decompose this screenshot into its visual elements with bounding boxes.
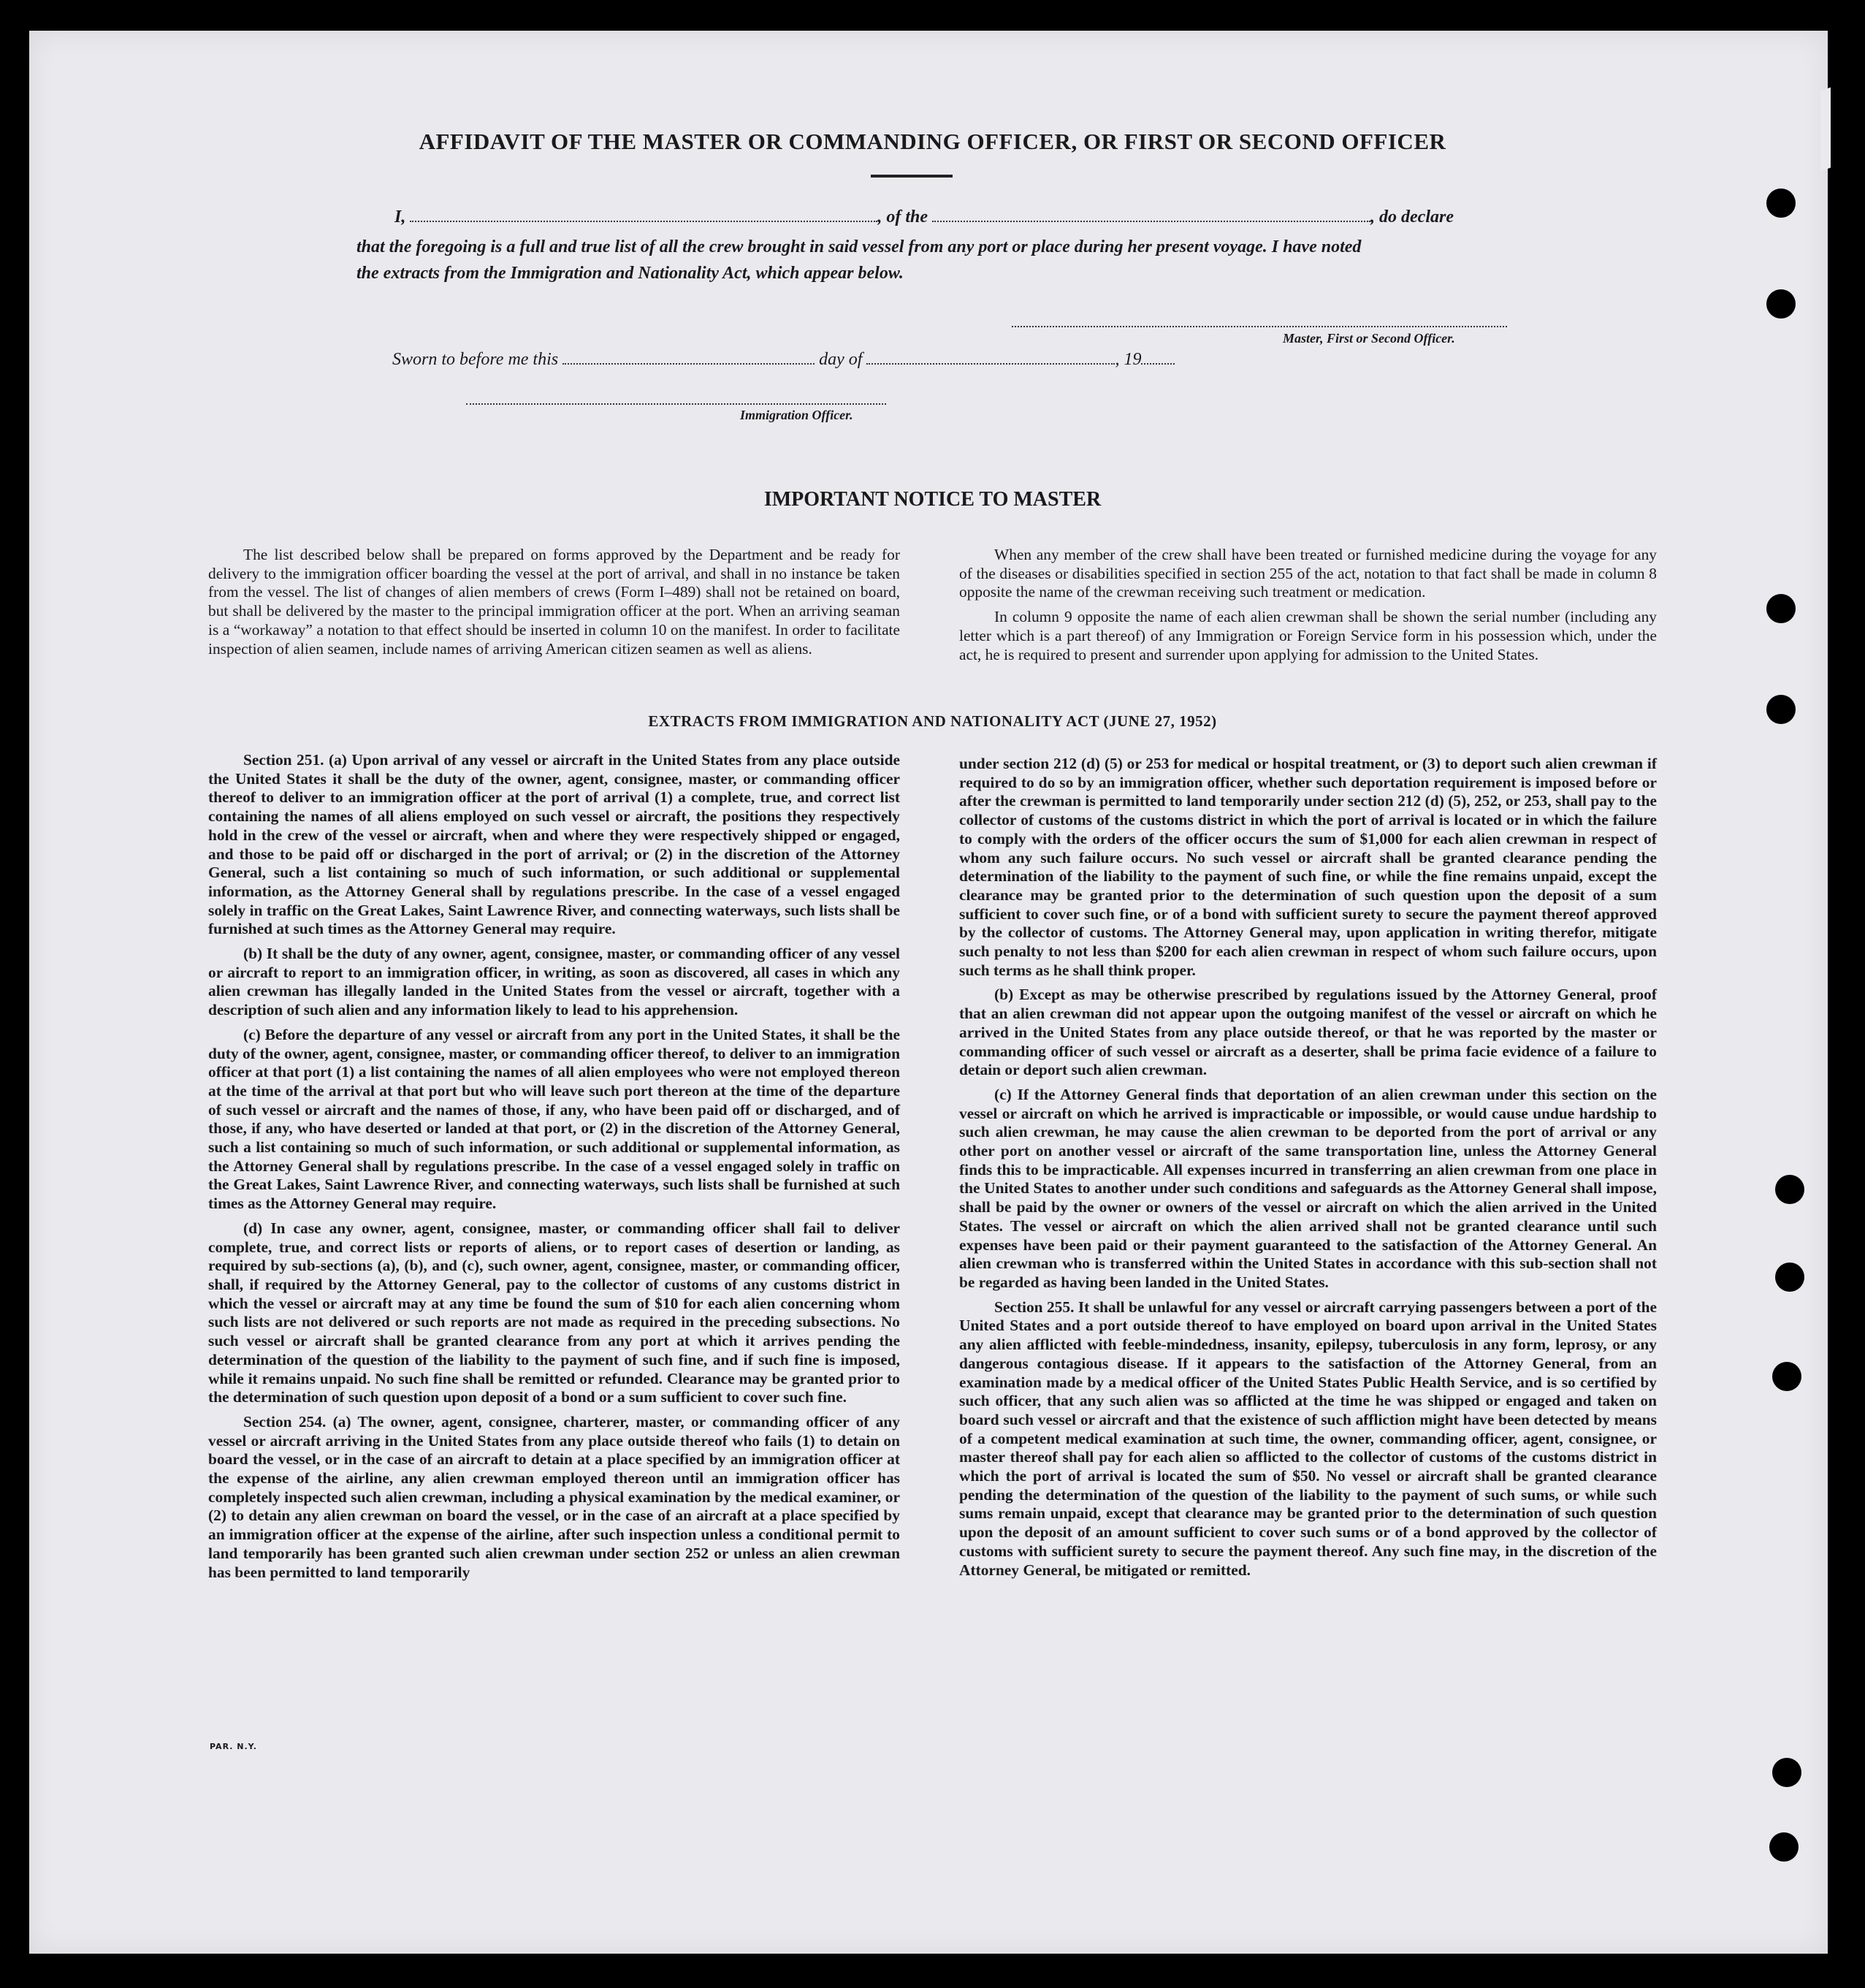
sworn-label: Sworn to before me this — [392, 350, 559, 369]
section-254a-continued-paragraph: under section 212 (d) (5) or 253 for medical or hospital treatment, or (3) to deport such alien crewman if required to do so by an immigration officer, whether such deportation requirement is imposed before or after the crewman is permitted to land temporarily under section 212 (d) (5), 252, or 253, shall pay to the collector of customs of the customs district in which the port of arrival is located or in which the failure to comply with the orders of the officer occurs the sum of $1,000 for each alien crewman in respect of whom any such failure occurs. No such vessel or aircraft shall be granted clearance pending the determination of the liability to the payment of such fine, or while the fine remains unpaid, except the clearance may be granted prior to the determination of such question upon the deposit of a sum sufficient to cover such fine, or of a bond with sufficient surety to secure the payment thereof approved by the collector of customs. The Attorney General may, upon application in writing therefor, mitigate such penalty to not less than $200 for each alien crewman in respect of whom such failure occurs, upon such terms as he shall think proper. — [959, 755, 1657, 979]
section-251d-paragraph: (d) In case any owner, agent, consignee, master, or commanding officer shall fail to deliver complete, true, and correct lists or reports of aliens, or to report cases of desertion or landing, as required by sub-sections (a), (b), and (c), such owner, agent, consignee, master, or commanding officer, shall, if required by the Attorney General, pay to the collector of customs of any customs district in which the vessel or aircraft may at any time be found the sum of $10 for each alien concerning whom such lists are not delivered or such reports are not made as required in the preceding subsections. No such vessel or aircraft shall be granted clearance from any port at which it arrives pending the determination of the question of the liability to the payment of such fine, and if such fine is imposed, while it remains unpaid. No such fine shall be remitted or refunded. Clearance may be granted prior to the determination of such question upon deposit of a bond or a sum sufficient to cover such fine. — [208, 1219, 900, 1406]
master-signature-line[interactable] — [1012, 326, 1507, 327]
extracts-right-column — [959, 755, 1657, 1585]
notice-paragraph: When any member of the crew shall have been treated or furnished medicine during the voyage for any of the diseases or disabilities specified in section 255 of the act, notation to that fact shall be made in column 8 opposite the name of the crewman receiving such treatment or medication. — [959, 546, 1657, 601]
vessel-blank-field[interactable] — [932, 220, 1370, 222]
notice-title: IMPORTANT NOTICE TO MASTER — [763, 488, 1102, 511]
title-underline — [871, 175, 953, 178]
do-declare-label: , do declare — [1370, 207, 1454, 226]
punch-hole — [1766, 594, 1796, 623]
day-of-label: day of — [819, 350, 863, 369]
notice-left-column — [208, 546, 900, 664]
notice-paragraph: In column 9 opposite the name of each alien crewman shall be shown the serial number (including any letter which is a part thereof) of any Immigration or Foreign Service form in his possession which, under the act, he is required to present and surrender upon applying for admission to the United States. — [959, 608, 1657, 663]
section-251c-paragraph: (c) Before the departure of any vessel or aircraft from any port in the United States, it shall be the duty of the owner, agent, consignee, master, or commanding officer thereof, to deliver to an immigration officer at that port (1) a list containing the names of all alien employees who were not employed thereon at the time of the arrival at that port but who will leave such port thereon at the time of the departure of such vessel or aircraft and the names of those, if any, who have been paid off or discharged, and of those, if any, who have deserted or landed at that port, or (2) in the discretion of the Attorney General, such a list containing so much of such information, or such additional or supplemental information, as the Attorney General shall by regulations prescribe. In the case of a vessel engaged solely in traffic on the Great Lakes, Saint Lawrence River, and connecting waterways, such lists shall be furnished at such times as the Attorney General may require. — [208, 1025, 900, 1213]
punch-hole — [1766, 188, 1796, 218]
immigration-officer-signature-line[interactable] — [466, 403, 886, 405]
punch-hole — [1775, 1263, 1804, 1292]
affidavit-i-label: I, — [394, 207, 406, 226]
master-signature-label: Master, First or Second Officer. — [1283, 331, 1455, 346]
section-254c-paragraph: (c) If the Attorney General finds that deportation of an alien crewman under this section on the vessel or aircraft on which he arrived is impracticable or impossible, or would cause undue hardship to such alien crewman, he may cause the alien crewman to be deported from the port of arrival or any other port on another vessel or aircraft of the same transportation line, unless the Attorney General finds this to be impracticable. All expenses incurred in transferring an alien crewman from one place in the United States to another under such conditions and safeguards as the Attorney General shall impose, shall be paid by the owner or owners of the vessel or aircraft on which the alien arrived in the United States. The vessel or aircraft on which the alien arrived shall not be granted clearance until such expenses have been paid or their payment guaranteed to the satisfaction of the Attorney General. An alien crewman who is transferred within the United States in accordance with this sub-section shall not be regarded as having been landed in the United States. — [959, 1085, 1657, 1291]
year-label: , 19 — [1115, 350, 1142, 369]
immigration-officer-label: Immigration Officer. — [740, 408, 853, 422]
punch-hole — [1775, 1175, 1804, 1204]
affidavit-line-1 — [394, 207, 1454, 227]
extracts-title: EXTRACTS FROM IMMIGRATION AND NATIONALITY ACT (JUNE 27, 1952) — [648, 712, 1217, 730]
punch-hole — [1769, 1832, 1799, 1862]
sworn-year-field[interactable] — [1141, 362, 1175, 365]
affidavit-title: AFFIDAVIT OF THE MASTER OR COMMANDING OFFICER, OR FIRST OR SECOND OFFICER — [419, 129, 1446, 154]
notice-right-column — [959, 546, 1657, 670]
section-254b-paragraph: (b) Except as may be otherwise prescribed by regulations issued by the Attorney General, proof that an alien crewman did not appear upon the outgoing manifest of the vessel or aircraft on which he arrived in the United States from any place outside thereof, or that he was reported by the master or commanding officer of such vessel or aircraft as a deserter, shall be prima facie evidence of a failure to detain or deport such alien crewman. — [959, 986, 1657, 1079]
section-254a-paragraph: Section 254. (a) The owner, agent, consignee, charterer, master, or commanding officer of any vessel or aircraft arriving in the United States from any place outside thereof who fails (1) to detain on board the vessel, or in the case of an aircraft to detain at a place specified by an immigration officer at the expense of the airline, any alien crewman employed thereon until an immigration officer has completely inspected such alien crewman, including a physical examination by the medical examiner, or (2) to detain any alien crewman on board the vessel, or in the case of an aircraft at a place specified by an immigration officer at the expense of the airline, after such inspection unless a conditional permit to land temporarily has been granted such alien crewman under section 252 or unless an alien crewman has been permitted to land temporarily — [208, 1412, 900, 1581]
of-the-label: , of the — [877, 207, 928, 226]
name-blank-field[interactable] — [410, 220, 877, 222]
sworn-line — [392, 350, 1175, 370]
affidavit-line-2: that the foregoing is a full and true list of all the crew brought in said vessel from any port or place during her present voyage. I have noted — [356, 237, 1362, 256]
extracts-left-column — [208, 751, 900, 1588]
punch-hole — [1766, 289, 1796, 319]
printer-mark: PAR. N.Y. — [210, 1742, 257, 1751]
section-251a-paragraph: Section 251. (a) Upon arrival of any vessel or aircraft in the United States from any place outside the United States it shall be the duty of the owner, agent, consignee, master, or commanding officer thereof to deliver to an immigration officer at the port of arrival (1) a complete, true, and correct list containing the names of all aliens employed on such vessel or aircraft, the positions they respectively hold in the crew of the vessel or aircraft, when and where they were respectively shipped or engaged, and those to be paid off or discharged in the port of arrival; or (2) in the discretion of the Attorney General, such a list containing so much of such information, or such additional or supplemental information, as the Attorney General shall by regulations prescribe. In the case of a vessel engaged solely in traffic on the Great Lakes, Saint Lawrence River, and connecting waterways, such lists shall be furnished at such times as the Attorney General may require. — [208, 751, 900, 938]
sworn-month-field[interactable] — [866, 362, 1115, 365]
affidavit-line-3: the extracts from the Immigration and Nationality Act, which appear below. — [356, 264, 904, 283]
punch-hole — [1772, 1362, 1801, 1391]
section-251b-paragraph: (b) It shall be the duty of any owner, agent, consignee, master, or commanding officer of any vessel or aircraft to report to an immigration officer, in writing, as soon as discovered, all cases in which any alien crewman has illegally landed in the United States from the vessel or aircraft, together with a description of such alien and any information likely to lead to his apprehension. — [208, 945, 900, 1019]
section-255-paragraph: Section 255. It shall be unlawful for any vessel or aircraft carrying passengers between a port of the United States and a port outside thereof to have employed on board upon arrival in the United States any alien afflicted with feeble-mindedness, insanity, epilepsy, tuberculosis in any form, leprosy, or any dangerous contagious disease. If it appears to the satisfaction of the Attorney General, from an examination made by a medical officer of the United States Public Health Service, and is so certified by such officer, that any such alien was so afflicted at the time he was shipped or engaged and taken on board such vessel or aircraft and that the existence of such affliction might have been detected by means of a competent medical examination at such time, the owner, commanding officer, agent, consignee, or master thereof shall pay for each alien so afflicted to the collector of customs of the customs district in which the port of arrival is located the sum of $50. No vessel or aircraft shall be granted clearance pending the determination of the question of the liability to the payment of such sums, or while such sums remain unpaid, except that clearance may be granted prior to the determination of such question upon the deposit of an amount sufficient to cover such sums or of a bond approved by the collector of customs with sufficient surety to secure the payment thereof. Any such fine may, in the discretion of the Attorney General, be mitigated or remitted. — [959, 1298, 1657, 1579]
punch-hole — [1772, 1758, 1801, 1787]
sworn-day-field[interactable] — [562, 362, 815, 365]
notice-paragraph: The list described below shall be prepared on forms approved by the Department and be ready for delivery to the immigration officer boarding the vessel at the port of arrival, and shall in no instance be taken from the vessel. The list of changes of alien members of crews (Form I–489) shall not be retained on board, but shall be delivered by the master to the principal immigration officer at the port. When an arriving seaman is a “workaway” a notation to that effect should be inserted in column 10 on the manifest. In order to facilitate inspection of alien seamen, include names of arriving American citizen seamen as well as aliens. — [208, 546, 900, 658]
